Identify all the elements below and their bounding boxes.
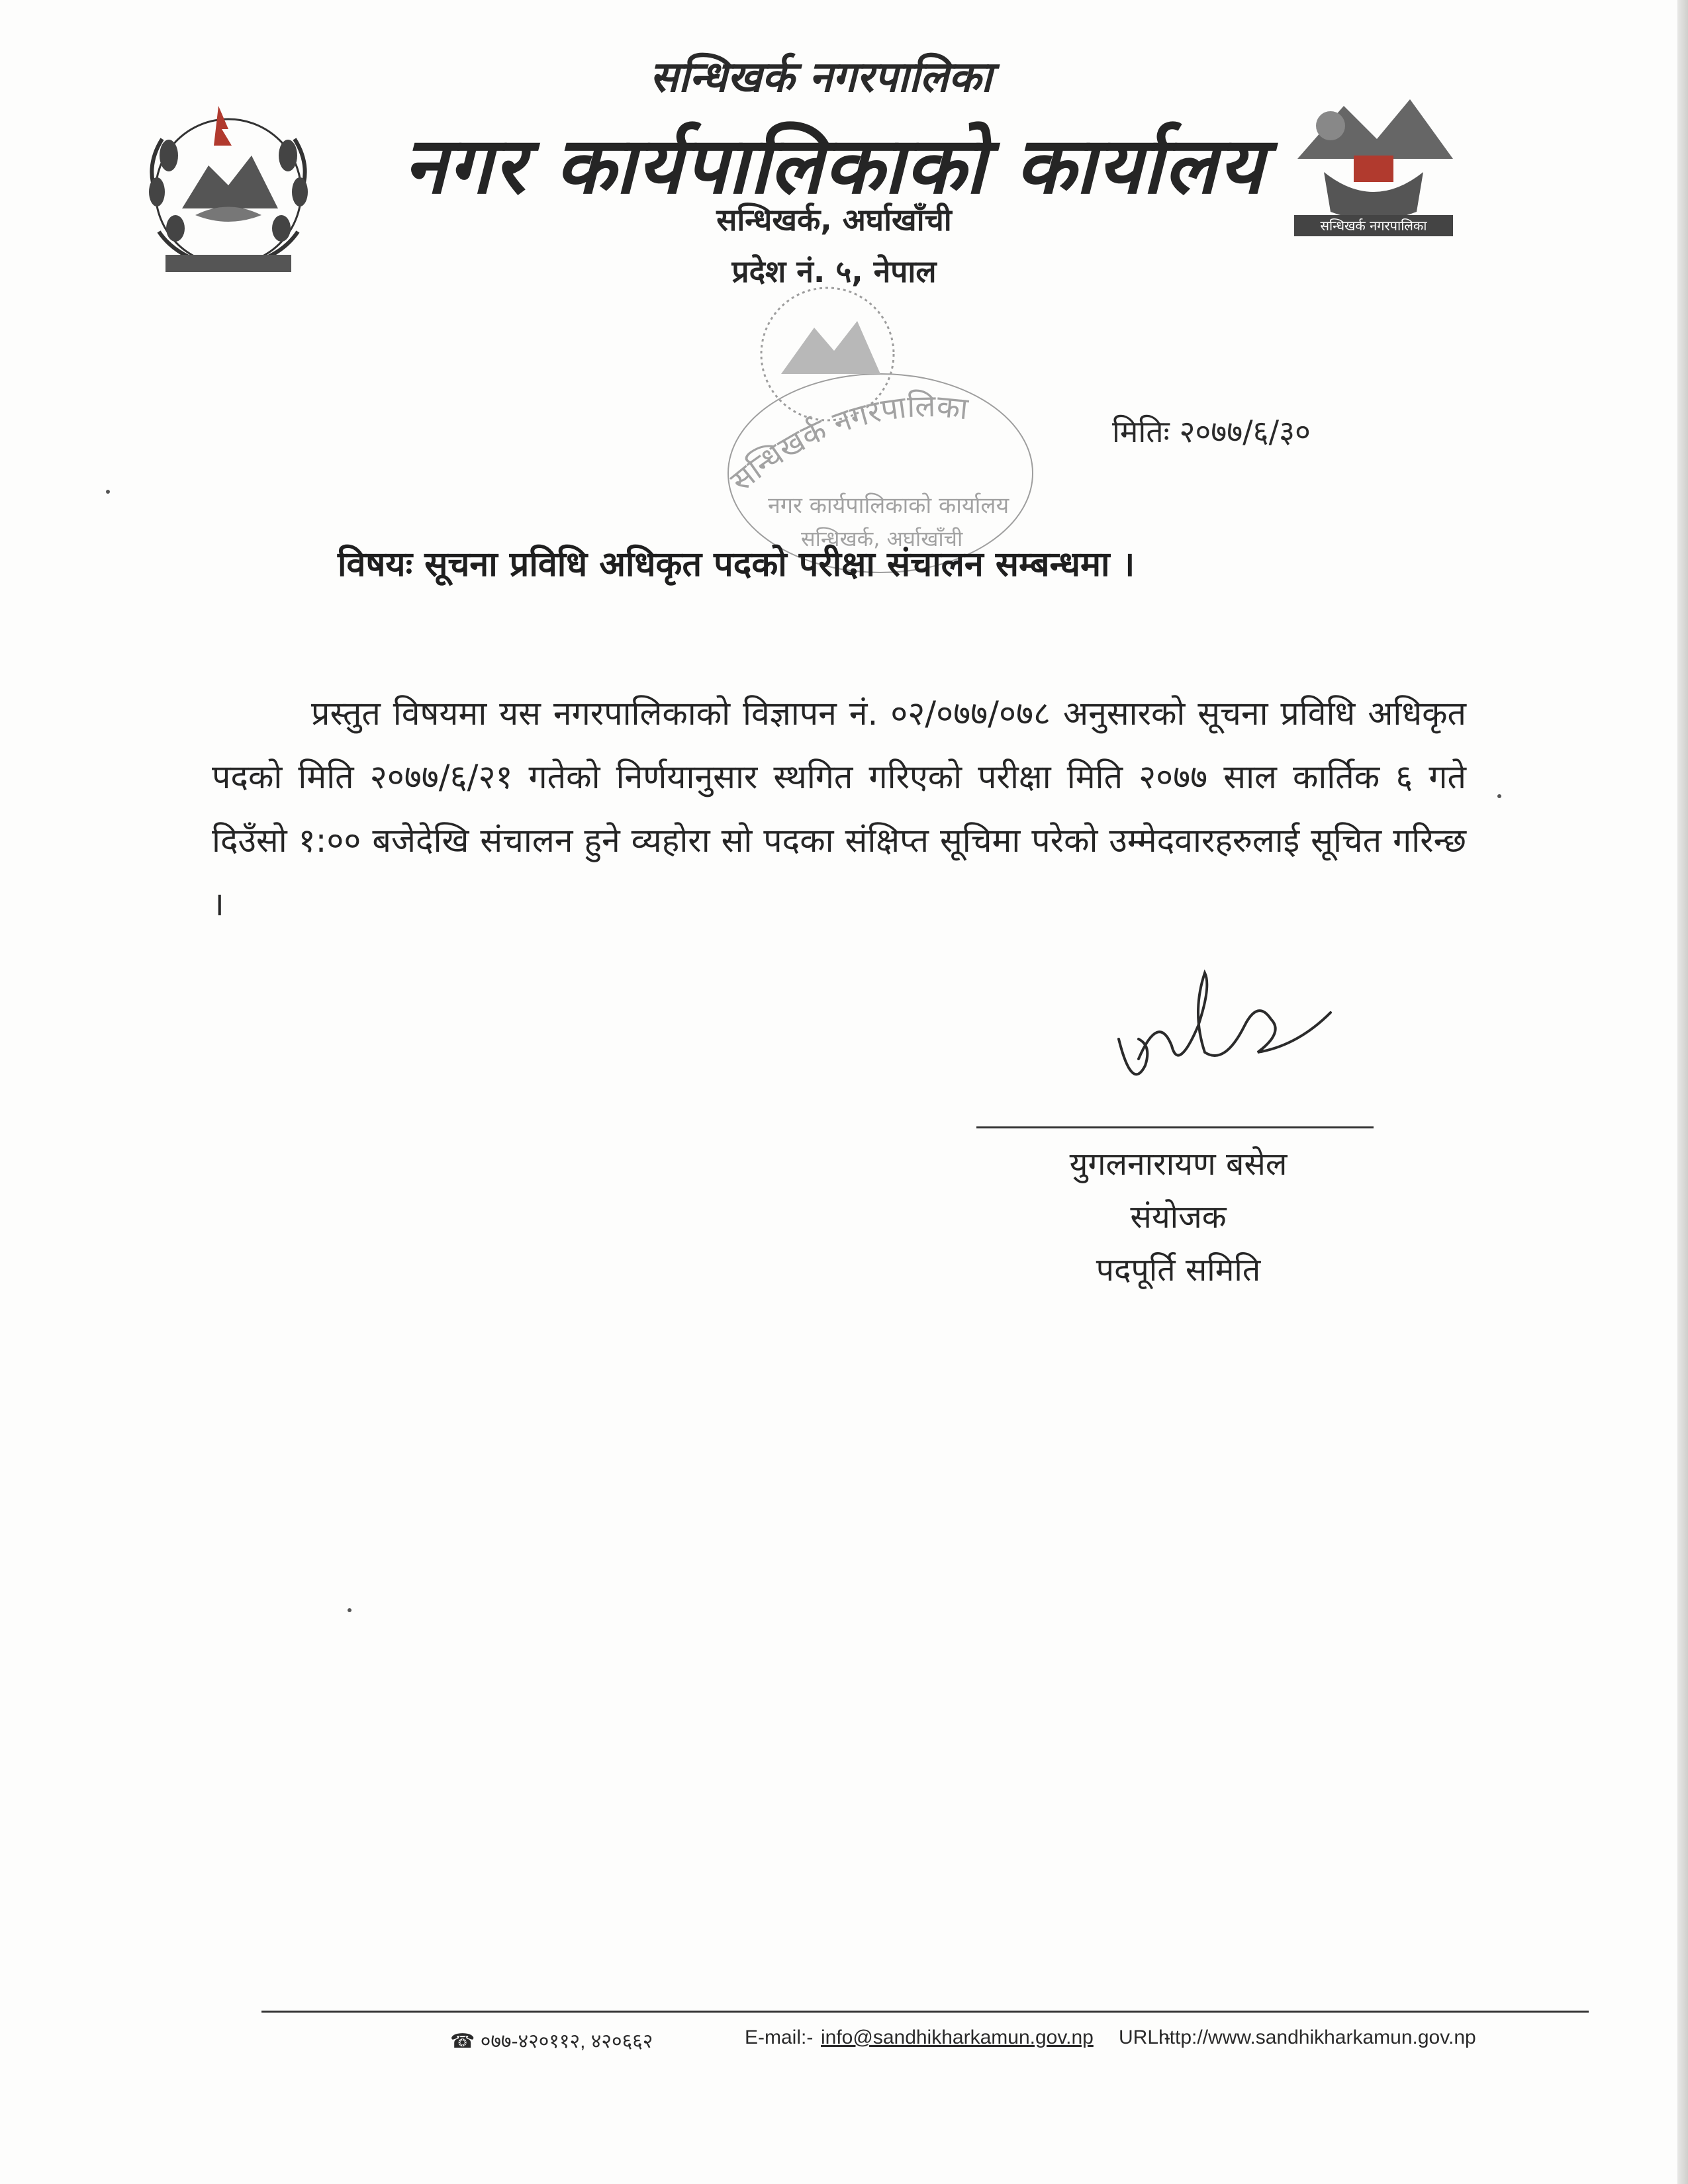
url-link[interactable]: http://www.sandhikharkamun.gov.np (1158, 2026, 1476, 2048)
signatory-name: युगलनारायण बसेल (1069, 1146, 1288, 1183)
scan-speck (348, 1608, 352, 1612)
svg-text:सन्धिखर्क नगरपालिका: सन्धिखर्क नगरपालिका (723, 387, 970, 499)
scan-edge (1677, 0, 1688, 2184)
nepal-emblem-icon (129, 93, 328, 285)
svg-text:नगर कार्यपालिकाको कार्यालय: नगर कार्यपालिकाको कार्यालय (768, 492, 1009, 519)
municipality-name: सन्धिखर्क नगरपालिका (649, 53, 992, 102)
scan-speck (106, 490, 110, 494)
svg-text:सन्धिखर्क, अर्घाखाँची: सन्धिखर्क, अर्घाखाँची (801, 526, 963, 551)
letter-date: मितिः २०७७/६/३० (1112, 414, 1311, 449)
letter-body: प्रस्तुत विषयमा यस नगरपालिकाको विज्ञापन नं. ०२/०७७/०७८ अनुसारको सूचना प्रविधि अधिकृत पदको मिति २०७७/६/२१ गतेको निर्णयानुसार स्थगित गरिएको परीक्षा मिति २०७७ साल कार्तिक ६ गते दिउँसो १:०० बजेदेखि संचालन हुने व्यहोरा सो पदका संक्षिप्त सूचिमा परेको उम्मेदवारहरुलाई सूचित गरिन्छ । (212, 694, 1466, 923)
letter-subject: विषयः सूचना प्रविधि अधिकृत पदको परीक्षा संचालन सम्बन्धमा । (338, 545, 1135, 584)
url-label: URL:- (1119, 2026, 1171, 2048)
office-title: नगर कार्यपालिकाको कार्यालय (403, 120, 1265, 211)
phone-numbers: ०७७-४२०११२, ४२०६६२ (480, 2030, 653, 2052)
signature-line (976, 1126, 1374, 1128)
signature-icon (1099, 960, 1377, 1118)
footer (450, 2026, 1575, 2060)
signatory-role: संयोजक (1130, 1199, 1227, 1236)
scan-speck (1497, 794, 1501, 798)
email-label: E-mail:- (745, 2026, 814, 2048)
email-link[interactable]: info@sandhikharkamun.gov.np (821, 2026, 1094, 2048)
address-line-2: प्रदेश नं. ५, नेपाल (731, 253, 937, 289)
footer-rule (261, 2011, 1589, 2013)
municipality-logo-icon (1284, 79, 1463, 245)
address-line-1: सन्धिखर्क, अर्घाखाँची (716, 202, 952, 238)
footer-phone (450, 2026, 653, 2054)
svg-text:सन्धिखर्क नगरपालिका: सन्धिखर्क नगरपालिका (1320, 218, 1427, 234)
phone-icon: ☎ (450, 2030, 475, 2052)
signatory-committee: पदपूर्ति समिति (1096, 1251, 1261, 1289)
